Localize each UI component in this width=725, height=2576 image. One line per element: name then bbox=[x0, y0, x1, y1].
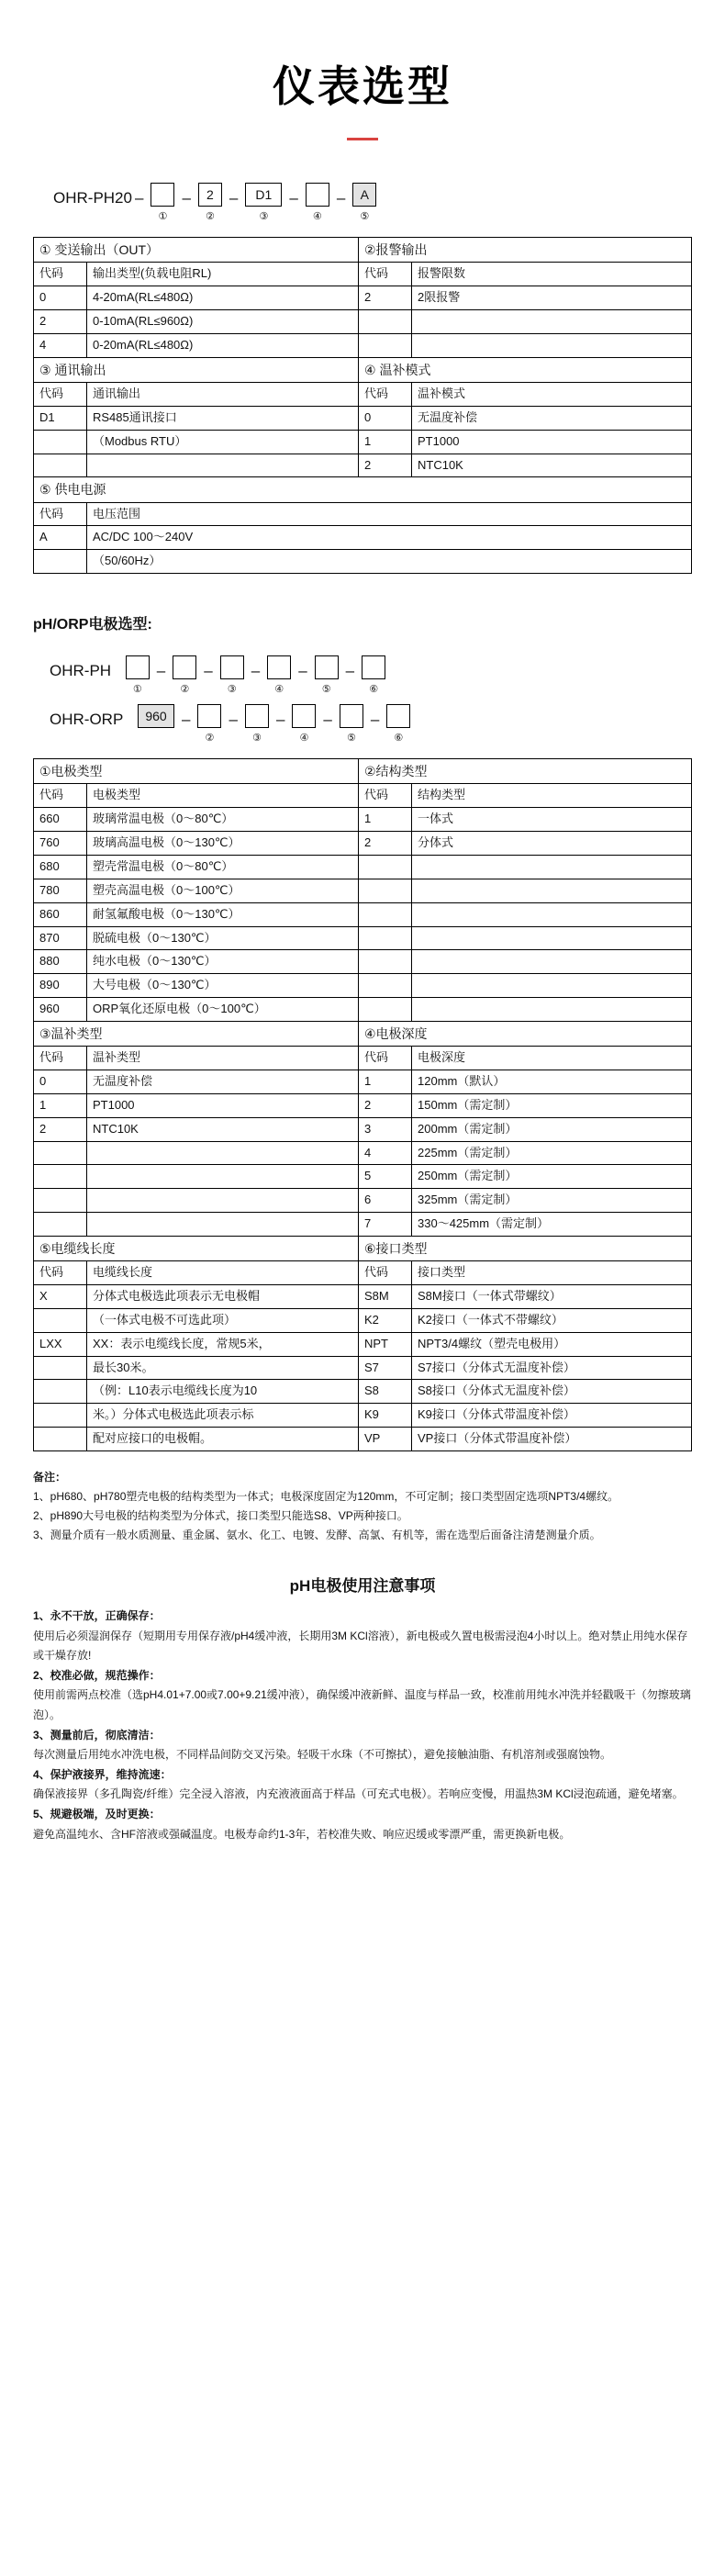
ph-slot-1-index: ① bbox=[132, 684, 142, 696]
s2-pad2-name bbox=[412, 333, 692, 357]
bottom-spacer bbox=[33, 1844, 692, 1881]
e2-r2-code: 2 bbox=[359, 832, 412, 856]
table-row bbox=[34, 1236, 692, 1260]
table-row bbox=[34, 406, 692, 430]
notice-block bbox=[33, 1607, 692, 1844]
dash-separator: – bbox=[323, 711, 332, 729]
e5-r1-code: X bbox=[34, 1285, 87, 1309]
s1-r2-name: 0-10mA(RL≤960Ω) bbox=[87, 309, 359, 333]
section-2-heading: ②报警输出 bbox=[359, 238, 692, 263]
e6-r2-name: K2接口（一体式不带螺纹） bbox=[412, 1308, 692, 1332]
s4-col-name: 温补模式 bbox=[412, 382, 692, 406]
e6-r6-name: K9接口（分体式带温度补偿） bbox=[412, 1404, 692, 1428]
model-slot-4-index: ④ bbox=[312, 211, 322, 222]
e4-r6-code: 6 bbox=[359, 1189, 412, 1213]
table-row bbox=[34, 902, 692, 926]
s4-r3-code: 2 bbox=[359, 454, 412, 477]
section-5-heading: ⑤ 供电电源 bbox=[34, 477, 692, 502]
model-slot-5-box: A bbox=[352, 183, 376, 207]
e6-r5-name: S8接口（分体式无温度补偿） bbox=[412, 1380, 692, 1404]
s2-r1-name: 2限报警 bbox=[412, 286, 692, 310]
s2-pad-code bbox=[359, 309, 412, 333]
e2-pad3-code bbox=[359, 902, 412, 926]
e2-pad4-name bbox=[412, 926, 692, 950]
dash-separator: – bbox=[298, 662, 307, 680]
orp-slot-3[interactable] bbox=[240, 704, 273, 744]
ph-slot-5-index: ⑤ bbox=[321, 684, 331, 696]
electrode-ph-slot-group bbox=[111, 655, 390, 695]
orp-slot-6-box bbox=[386, 704, 410, 728]
e4-r7-name: 330～425mm（需定制） bbox=[412, 1213, 692, 1237]
electrode-ph-code-row bbox=[33, 655, 692, 695]
model-slot-1-box bbox=[151, 183, 174, 207]
dash-separator: – bbox=[182, 711, 191, 729]
orp-slot-4-box bbox=[292, 704, 316, 728]
s2-col-code: 代码 bbox=[359, 263, 412, 286]
notice-1-head: 1、永不干放，正确保存： bbox=[33, 1609, 161, 1622]
e1-r1-name: 玻璃常温电极（0～80℃） bbox=[87, 808, 359, 832]
e3-pad2-name bbox=[87, 1165, 359, 1189]
e1-r9-name: ORP氧化还原电极（0～100℃） bbox=[87, 998, 359, 1022]
s1-col-code: 代码 bbox=[34, 263, 87, 286]
section-1-heading: ① 变送输出（OUT） bbox=[34, 238, 359, 263]
ph-slot-4-box bbox=[267, 655, 291, 679]
ph-slot-3[interactable] bbox=[216, 655, 249, 695]
table-row bbox=[34, 382, 692, 406]
model-slot-1[interactable] bbox=[146, 183, 179, 222]
orp-slot-2-index: ② bbox=[205, 733, 215, 745]
section-3-heading: ③ 通讯输出 bbox=[34, 357, 359, 382]
table-row bbox=[34, 1332, 692, 1356]
dash-separator: – bbox=[204, 662, 213, 680]
table-row bbox=[34, 1308, 692, 1332]
e3-r1-code: 0 bbox=[34, 1070, 87, 1094]
e5-r3-code: LXX bbox=[34, 1332, 87, 1356]
table-row bbox=[34, 1070, 692, 1094]
s1-r3-code: 4 bbox=[34, 333, 87, 357]
e5-r4-code bbox=[34, 1356, 87, 1380]
e1-r4-code: 780 bbox=[34, 879, 87, 902]
s3-r2-code bbox=[34, 430, 87, 454]
e5-r7-name: 配对应接口的电极帽。 bbox=[87, 1428, 359, 1451]
table-row bbox=[34, 1404, 692, 1428]
document-page bbox=[0, 53, 725, 1881]
e2-pad6-name bbox=[412, 974, 692, 998]
table-row bbox=[34, 1189, 692, 1213]
notice-3-body: 每次测量后用纯水冲洗电极，不同样品间防交叉污染。轻吸干水珠（不可擦拭），避免接触油脂、有机溶剂或强腐蚀物。 bbox=[33, 1748, 612, 1762]
ph-slot-2[interactable] bbox=[168, 655, 201, 695]
e3-heading: ③温补类型 bbox=[34, 1021, 359, 1046]
model-slot-group bbox=[132, 183, 381, 222]
e2-pad5-code bbox=[359, 950, 412, 974]
table-row bbox=[34, 1141, 692, 1165]
e5-heading: ⑤电缆线长度 bbox=[34, 1236, 359, 1260]
table-row bbox=[34, 1165, 692, 1189]
orp-slot-6-index: ⑥ bbox=[394, 733, 404, 745]
model-slot-2-index: ② bbox=[205, 211, 215, 222]
e1-r5-code: 860 bbox=[34, 902, 87, 926]
ph-slot-4-index: ④ bbox=[274, 684, 284, 696]
e4-r2-code: 2 bbox=[359, 1093, 412, 1117]
notes-block bbox=[33, 1468, 692, 1545]
e5-r4-name: 最长30米。 bbox=[87, 1356, 359, 1380]
s4-r1-code: 0 bbox=[359, 406, 412, 430]
orp-slot-5-box bbox=[340, 704, 363, 728]
s3-col-name: 通讯输出 bbox=[87, 382, 359, 406]
notice-2-head: 2、校准必做，规范操作： bbox=[33, 1668, 161, 1682]
ph-slot-6[interactable] bbox=[357, 655, 390, 695]
model-slot-3[interactable] bbox=[240, 183, 286, 222]
e6-r1-name: S8M接口（一体式带螺纹） bbox=[412, 1285, 692, 1309]
e2-heading: ②结构类型 bbox=[359, 759, 692, 784]
e1-r7-name: 纯水电极（0～130℃） bbox=[87, 950, 359, 974]
s3-pad-name bbox=[87, 454, 359, 477]
e1-col-name: 电极类型 bbox=[87, 784, 359, 808]
s1-r3-name: 0-20mA(RL≤480Ω) bbox=[87, 333, 359, 357]
e4-r3-code: 3 bbox=[359, 1117, 412, 1141]
e1-r4-name: 塑壳高温电极（0～100℃） bbox=[87, 879, 359, 902]
dash-separator: – bbox=[229, 711, 238, 729]
e6-r1-code: S8M bbox=[359, 1285, 412, 1309]
e4-r4-code: 4 bbox=[359, 1141, 412, 1165]
e5-col-code: 代码 bbox=[34, 1261, 87, 1285]
e6-r3-code: NPT bbox=[359, 1332, 412, 1356]
orp-slot-4[interactable] bbox=[287, 704, 320, 744]
table-row bbox=[34, 286, 692, 310]
model-slot-5-index: ⑤ bbox=[360, 211, 370, 222]
table-row bbox=[34, 1261, 692, 1285]
dash-separator bbox=[123, 704, 133, 732]
e6-r4-code: S7 bbox=[359, 1356, 412, 1380]
s3-r2-name: （Modbus RTU） bbox=[87, 430, 359, 454]
table-row bbox=[34, 1093, 692, 1117]
e2-r1-code: 1 bbox=[359, 808, 412, 832]
orp-slot-2[interactable] bbox=[193, 704, 226, 744]
e1-r2-name: 玻璃高温电极（0～130℃） bbox=[87, 832, 359, 856]
e2-pad1-name bbox=[412, 856, 692, 879]
e1-r6-name: 脱硫电极（0～130℃） bbox=[87, 926, 359, 950]
notice-4-body: 确保液接界（多孔陶瓷/纤维）完全浸入溶液，内充液液面高于样品（可充式电极）。若响应变慢，用温热3M KCl浸泡疏通，避免堵塞。 bbox=[33, 1787, 684, 1801]
table-row bbox=[34, 998, 692, 1022]
e1-r3-name: 塑壳常温电极（0～80℃） bbox=[87, 856, 359, 879]
dash-separator bbox=[111, 655, 121, 683]
e5-col-name: 电缆线长度 bbox=[87, 1261, 359, 1285]
e6-r6-code: K9 bbox=[359, 1404, 412, 1428]
e1-r9-code: 960 bbox=[34, 998, 87, 1022]
dash-separator: – bbox=[156, 662, 166, 680]
table-row bbox=[34, 1285, 692, 1309]
e5-r7-code bbox=[34, 1428, 87, 1451]
s2-col-name: 报警限数 bbox=[412, 263, 692, 286]
s2-r1-code: 2 bbox=[359, 286, 412, 310]
ph-slot-1[interactable] bbox=[121, 655, 154, 695]
table-row bbox=[34, 974, 692, 998]
ph-slot-4[interactable] bbox=[262, 655, 296, 695]
e3-col-name: 温补类型 bbox=[87, 1047, 359, 1070]
table-row bbox=[34, 879, 692, 902]
e2-pad7-code bbox=[359, 998, 412, 1022]
e5-r6-code bbox=[34, 1404, 87, 1428]
e2-col-code: 代码 bbox=[359, 784, 412, 808]
s4-r2-name: PT1000 bbox=[412, 430, 692, 454]
model-slot-1-index: ① bbox=[158, 211, 168, 222]
orp-slot-5[interactable] bbox=[335, 704, 368, 744]
model-prefix: OHR-PH20 bbox=[53, 189, 132, 207]
s4-r3-name: NTC10K bbox=[412, 454, 692, 477]
page-title: 仪表选型 bbox=[273, 62, 452, 110]
s4-r1-name: 无温度补偿 bbox=[412, 406, 692, 430]
model-slot-2[interactable] bbox=[194, 183, 227, 222]
notes-item-3: 3、测量介质有一般水质测量、重金属、氨水、化工、电镀、发酵、高氯、有机等，需在选型后面备注清楚测量介质。 bbox=[33, 1529, 601, 1541]
table-row bbox=[34, 309, 692, 333]
notice-4-head: 4、保护液接界，维持流速： bbox=[33, 1767, 172, 1781]
orp-slot-4-index: ④ bbox=[299, 733, 309, 745]
s1-r1-name: 4-20mA(RL≤480Ω) bbox=[87, 286, 359, 310]
e5-r2-code bbox=[34, 1308, 87, 1332]
e1-col-code: 代码 bbox=[34, 784, 87, 808]
table-row bbox=[34, 1380, 692, 1404]
orp-slot-3-index: ③ bbox=[252, 733, 262, 745]
notice-3-head: 3、测量前后，彻底清洁： bbox=[33, 1728, 161, 1742]
e5-r5-name: （例：L10表示电缆线长度为10 bbox=[87, 1380, 359, 1404]
model-code-row bbox=[33, 183, 692, 222]
dash-separator: – bbox=[345, 662, 355, 680]
s4-r2-code: 1 bbox=[359, 430, 412, 454]
model-slot-4[interactable] bbox=[301, 183, 334, 222]
e3-pad4-code bbox=[34, 1213, 87, 1237]
s3-r1-code: D1 bbox=[34, 406, 87, 430]
e1-r6-code: 870 bbox=[34, 926, 87, 950]
e1-r3-code: 680 bbox=[34, 856, 87, 879]
table-row bbox=[34, 1428, 692, 1451]
e4-col-name: 电极深度 bbox=[412, 1047, 692, 1070]
model-slot-3-index: ③ bbox=[259, 211, 269, 222]
s4-col-code: 代码 bbox=[359, 382, 412, 406]
s1-r1-code: 0 bbox=[34, 286, 87, 310]
electrode-orp-prefix: OHR-ORP bbox=[50, 711, 124, 729]
e4-r4-name: 225mm（需定制） bbox=[412, 1141, 692, 1165]
table-row bbox=[34, 333, 692, 357]
e4-r1-code: 1 bbox=[359, 1070, 412, 1094]
e1-r8-code: 890 bbox=[34, 974, 87, 998]
table-row bbox=[34, 856, 692, 879]
s5-col-code: 代码 bbox=[34, 502, 87, 526]
e2-r2-name: 分体式 bbox=[412, 832, 692, 856]
s5-r2-code bbox=[34, 550, 87, 574]
dash-separator: – bbox=[336, 189, 346, 207]
notice-title: pH电极使用注意事项 bbox=[289, 1577, 436, 1595]
e6-heading: ⑥接口类型 bbox=[359, 1236, 692, 1260]
ph-slot-5-box bbox=[315, 655, 339, 679]
e5-r1-name: 分体式电极选此项表示无电极帽 bbox=[87, 1285, 359, 1309]
table-row bbox=[34, 477, 692, 502]
e5-r6-name: 米。）分体式电极选此项表示标 bbox=[87, 1404, 359, 1428]
table-row bbox=[34, 550, 692, 574]
ph-slot-6-index: ⑥ bbox=[369, 684, 379, 696]
table-row bbox=[34, 502, 692, 526]
dash-separator: – bbox=[229, 189, 239, 207]
e6-r2-code: K2 bbox=[359, 1308, 412, 1332]
e3-r2-code: 1 bbox=[34, 1093, 87, 1117]
dash-separator: – bbox=[275, 711, 285, 729]
table-row bbox=[34, 926, 692, 950]
orp-slot-6[interactable] bbox=[382, 704, 415, 744]
ph-slot-3-index: ③ bbox=[227, 684, 237, 696]
e3-r3-code: 2 bbox=[34, 1117, 87, 1141]
e3-pad2-code bbox=[34, 1165, 87, 1189]
e1-r5-name: 耐氢氟酸电极（0～130℃） bbox=[87, 902, 359, 926]
electrode-orp-code-row bbox=[33, 704, 692, 744]
e4-r5-name: 250mm（需定制） bbox=[412, 1165, 692, 1189]
electrode-section-heading: pH/ORP电极选型: bbox=[33, 617, 152, 633]
orp-slot-2-box bbox=[197, 704, 221, 728]
ph-slot-6-box bbox=[362, 655, 385, 679]
table-row bbox=[34, 1021, 692, 1046]
e6-col-code: 代码 bbox=[359, 1261, 412, 1285]
ph-slot-3-box bbox=[220, 655, 244, 679]
notice-2-body: 使用前需两点校准（选pH4.01+7.00或7.00+9.21缓冲液），确保缓冲液新鲜、温度与样品一致，校准前用纯水冲洗并轻戳吸干（勿擦玻璃泡）。 bbox=[33, 1688, 691, 1721]
s5-r1-name: AC/DC 100～240V bbox=[87, 526, 692, 550]
e2-pad7-name bbox=[412, 998, 692, 1022]
table-row bbox=[34, 430, 692, 454]
e1-r7-code: 880 bbox=[34, 950, 87, 974]
e2-pad2-name bbox=[412, 879, 692, 902]
table-row bbox=[34, 526, 692, 550]
e6-col-name: 接口类型 bbox=[412, 1261, 692, 1285]
instrument-spec-table bbox=[33, 237, 692, 574]
s2-pad-name bbox=[412, 309, 692, 333]
title-divider bbox=[347, 138, 378, 140]
ph-slot-1-box bbox=[126, 655, 150, 679]
s1-r2-code: 2 bbox=[34, 309, 87, 333]
e2-pad5-name bbox=[412, 950, 692, 974]
table-row bbox=[34, 1117, 692, 1141]
table-row bbox=[34, 454, 692, 477]
e1-heading: ①电极类型 bbox=[34, 759, 359, 784]
e3-pad3-name bbox=[87, 1189, 359, 1213]
model-slot-4-box bbox=[306, 183, 329, 207]
s5-r2-name: （50/60Hz） bbox=[87, 550, 692, 574]
e2-pad2-code bbox=[359, 879, 412, 902]
table-row bbox=[34, 832, 692, 856]
e1-r2-code: 760 bbox=[34, 832, 87, 856]
s3-col-code: 代码 bbox=[34, 382, 87, 406]
dash-separator: – bbox=[182, 189, 191, 207]
s5-col-name: 电压范围 bbox=[87, 502, 692, 526]
e1-r1-code: 660 bbox=[34, 808, 87, 832]
table-row bbox=[34, 357, 692, 382]
e1-r8-name: 大号电极（0～130℃） bbox=[87, 974, 359, 998]
ph-slot-2-box bbox=[173, 655, 196, 679]
ph-slot-5[interactable] bbox=[310, 655, 343, 695]
electrode-orp-slot-group bbox=[123, 704, 415, 744]
table-row bbox=[34, 808, 692, 832]
e4-r3-name: 200mm（需定制） bbox=[412, 1117, 692, 1141]
electrode-ph-prefix: OHR-PH bbox=[50, 662, 112, 680]
e2-pad4-code bbox=[359, 926, 412, 950]
e2-r1-name: 一体式 bbox=[412, 808, 692, 832]
s3-r1-name: RS485通讯接口 bbox=[87, 406, 359, 430]
model-slot-3-box: D1 bbox=[245, 183, 282, 207]
notice-5-head: 5、规避极端，及时更换： bbox=[33, 1807, 161, 1820]
e3-pad4-name bbox=[87, 1213, 359, 1237]
e6-r7-name: VP接口（分体式带温度补偿） bbox=[412, 1428, 692, 1451]
e4-r7-code: 7 bbox=[359, 1213, 412, 1237]
e2-pad3-name bbox=[412, 902, 692, 926]
dash-separator: – bbox=[289, 189, 298, 207]
e4-r5-code: 5 bbox=[359, 1165, 412, 1189]
table-row bbox=[34, 1047, 692, 1070]
e5-r3-name: XX：表示电缆线长度，常规5米， bbox=[87, 1332, 359, 1356]
notes-label: 备注： bbox=[33, 1471, 67, 1484]
e4-r6-name: 325mm（需定制） bbox=[412, 1189, 692, 1213]
s5-r1-code: A bbox=[34, 526, 87, 550]
e4-col-code: 代码 bbox=[359, 1047, 412, 1070]
e6-r3-name: NPT3/4螺纹（塑壳电极用） bbox=[412, 1332, 692, 1356]
dash-separator: – bbox=[134, 189, 144, 207]
e4-r1-name: 120mm（默认） bbox=[412, 1070, 692, 1094]
e3-pad3-code bbox=[34, 1189, 87, 1213]
notes-item-1: 1、pH680、pH780塑壳电极的结构类型为一体式；电极深度固定为120mm，不可定制；接口类型固定选项NPT3/4螺纹。 bbox=[33, 1490, 619, 1503]
e2-pad1-code bbox=[359, 856, 412, 879]
orp-slot-5-index: ⑤ bbox=[346, 733, 356, 745]
e3-pad1-name bbox=[87, 1141, 359, 1165]
table-row bbox=[34, 759, 692, 784]
dash-separator: – bbox=[251, 662, 261, 680]
e3-pad1-code bbox=[34, 1141, 87, 1165]
e5-r2-name: （一体式电极不可选此项） bbox=[87, 1308, 359, 1332]
e6-r5-code: S8 bbox=[359, 1380, 412, 1404]
table-row bbox=[34, 238, 692, 263]
e2-pad6-code bbox=[359, 974, 412, 998]
table-row bbox=[34, 784, 692, 808]
orp-slot-1[interactable] bbox=[133, 704, 179, 732]
table-row bbox=[34, 1356, 692, 1380]
e6-r7-code: VP bbox=[359, 1428, 412, 1451]
table-row bbox=[34, 950, 692, 974]
electrode-spec-table bbox=[33, 758, 692, 1451]
orp-slot-3-box bbox=[245, 704, 269, 728]
table-row bbox=[34, 263, 692, 286]
e2-col-name: 结构类型 bbox=[412, 784, 692, 808]
notice-5-body: 避免高温纯水、含HF溶液或强碱温度。电极寿命约1-3年，若校准失败、响应迟缓或零漂严重，需更换新电极。 bbox=[33, 1827, 571, 1841]
dash-separator: – bbox=[370, 711, 380, 729]
e3-col-code: 代码 bbox=[34, 1047, 87, 1070]
notice-1-body: 使用后必须湿润保存（短期用专用保存液/pH4缓冲液，长期用3M KCl溶液），新电极或久置电极需浸泡4小时以上。绝对禁止用纯水保存或干燥存放! bbox=[33, 1629, 688, 1663]
s2-pad2-code bbox=[359, 333, 412, 357]
e3-r3-name: NTC10K bbox=[87, 1117, 359, 1141]
ph-slot-2-index: ② bbox=[180, 684, 190, 696]
e3-r2-name: PT1000 bbox=[87, 1093, 359, 1117]
model-slot-2-box: 2 bbox=[198, 183, 222, 207]
orp-slot-1-box: 960 bbox=[138, 704, 174, 728]
e4-r2-name: 150mm（需定制） bbox=[412, 1093, 692, 1117]
e3-r1-name: 无温度补偿 bbox=[87, 1070, 359, 1094]
notes-item-2: 2、pH890大号电极的结构类型为分体式，接口类型只能选S8、VP两种接口。 bbox=[33, 1509, 408, 1522]
e5-r5-code bbox=[34, 1380, 87, 1404]
s3-pad-code bbox=[34, 454, 87, 477]
model-slot-5[interactable] bbox=[348, 183, 381, 222]
e4-heading: ④电极深度 bbox=[359, 1021, 692, 1046]
e6-r4-name: S7接口（分体式无温度补偿） bbox=[412, 1356, 692, 1380]
section-4-heading: ④ 温补模式 bbox=[359, 357, 692, 382]
s1-col-name: 输出类型(负载电阻RL) bbox=[87, 263, 359, 286]
table-row bbox=[34, 1213, 692, 1237]
